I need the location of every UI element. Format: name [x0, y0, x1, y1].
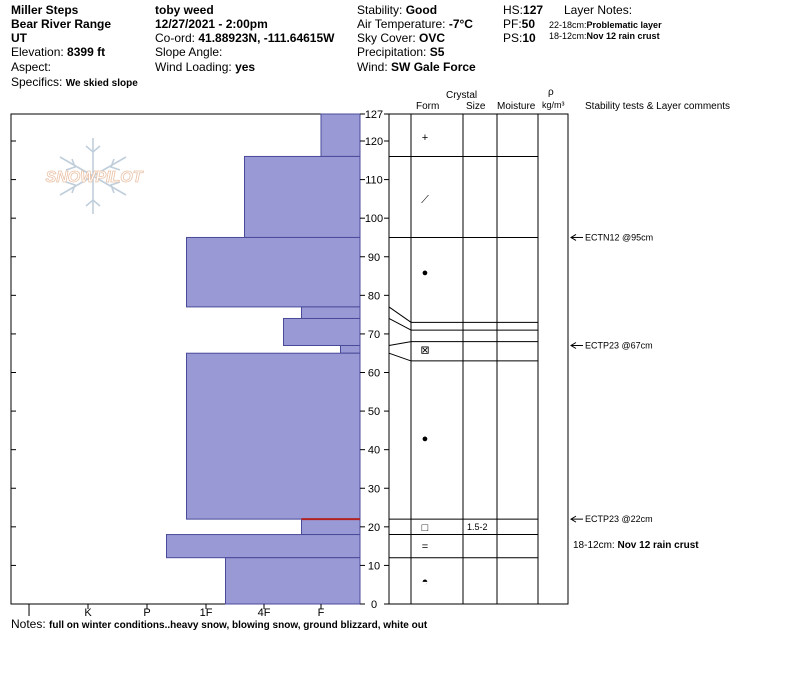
boundary-connector	[389, 318, 411, 330]
layer-notes-title: Layer Notes:	[564, 3, 633, 17]
pf-label: PF:	[503, 17, 522, 31]
layer-comment-text: Nov 12 rain crust	[617, 539, 699, 551]
height-tick-label: 120	[364, 136, 384, 149]
height-tick-label: 70	[367, 328, 381, 341]
layers-frame	[389, 114, 568, 604]
hardness-tick-label: 1F	[199, 607, 213, 619]
stability-test-label: ECTN12 @95cm	[585, 232, 654, 243]
column-moisture: Moisture	[497, 101, 536, 112]
arrow-head-icon	[571, 516, 576, 522]
grain-form-symbol: ●	[421, 433, 429, 446]
sky-cover	[357, 31, 445, 45]
grain-form-symbol: +	[421, 132, 429, 145]
height-tick-label: 50	[367, 406, 381, 419]
layer-note-1-text: Problematic layer	[586, 20, 662, 30]
hardness-bars	[167, 114, 361, 604]
grain-form-symbol: ⊠	[420, 344, 430, 357]
hardness-bar	[226, 558, 361, 604]
notes-label: Notes:	[11, 617, 46, 631]
precipitation	[357, 45, 444, 59]
arrow-head-icon	[571, 234, 576, 240]
wind-value: SW Gale Force	[391, 60, 476, 74]
elevation-value: 8399 ft	[67, 45, 106, 59]
snowflake-icon	[60, 138, 126, 214]
height-tick-label: 10	[367, 560, 381, 573]
slope-angle-label: Slope Angle:	[155, 45, 223, 59]
grain-form-symbol: ●	[421, 267, 429, 280]
boundary-connector	[389, 353, 411, 361]
layer-note-1-range: 22-18cm:	[549, 20, 587, 30]
height-tick-label: 110	[365, 174, 383, 187]
coordinates-label: Co-ord:	[155, 31, 196, 45]
height-tick-label: 40	[367, 444, 381, 457]
column-stability: Stability tests & Layer comments	[585, 101, 731, 112]
ps-value: 10	[522, 31, 536, 45]
pf-value: 50	[521, 17, 536, 31]
wind-loading-value: yes	[235, 60, 256, 74]
stability-test-label: ECTP23 @67cm	[585, 340, 653, 351]
layer-boundaries	[389, 114, 538, 604]
specifics-value: We skied slope	[65, 78, 138, 89]
layer-comment	[573, 540, 699, 551]
layer-note-2-range: 18-12cm:	[549, 31, 587, 41]
hardness-tick-label: 4F	[257, 607, 271, 619]
column-density-unit: kg/m³	[542, 100, 565, 110]
height-axis	[11, 109, 389, 611]
hardness-bar	[284, 318, 361, 345]
sky-cover-label: Sky Cover:	[357, 31, 416, 45]
coordinates	[155, 31, 334, 45]
location-name: Miller Steps	[11, 3, 79, 17]
wind-loading-label: Wind Loading:	[155, 60, 232, 74]
stability-label: Stability:	[357, 3, 403, 17]
grain-form-symbol: =	[421, 541, 429, 554]
wind	[357, 60, 476, 74]
specifics-label: Specifics:	[11, 75, 63, 89]
stability-tests	[571, 232, 653, 524]
stability-test-label: ECTP23 @22cm	[585, 514, 653, 525]
precipitation-value: S5	[429, 45, 445, 59]
height-tick-label: 60	[367, 367, 381, 380]
specifics	[11, 75, 138, 91]
height-tick-label: 30	[367, 483, 381, 496]
observation-datetime: 12/27/2021 - 2:00pm	[155, 17, 268, 31]
hs	[503, 3, 543, 17]
hardness-bar	[341, 345, 361, 353]
crystal-sizes	[467, 522, 488, 532]
hardness-bar	[167, 535, 361, 558]
hardness-tick-label: F	[317, 607, 325, 619]
precipitation-label: Precipitation:	[357, 45, 427, 59]
observer-name: toby weed	[155, 3, 214, 17]
hardness-tick-label: P	[143, 607, 151, 619]
column-rho: ρ	[548, 87, 554, 98]
coordinates-value: 41.88923N, -111.64615W	[198, 31, 335, 45]
height-tick-label: 20	[367, 521, 381, 534]
notes-text: full on winter conditions..heavy snow, blowing snow, ground blizzard, white out	[49, 620, 428, 631]
layer-comments	[573, 540, 699, 551]
height-tick-label: 100	[364, 213, 384, 226]
boundary-connector	[389, 307, 411, 322]
hardness-plot-frame	[11, 114, 360, 604]
layer-comment-range: 18-12cm:	[573, 539, 618, 551]
height-tick-label: 80	[367, 290, 381, 303]
state-name: UT	[11, 31, 27, 45]
height-tick-label: 127	[364, 109, 384, 121]
grain-form-symbol: □	[421, 521, 429, 534]
snowpilot-logo-text: SNOWPILOT	[45, 169, 143, 186]
hardness-tick-label: K	[84, 607, 92, 619]
grain-form-symbol: ⟋	[421, 193, 429, 206]
height-tick-label: 0	[370, 599, 378, 611]
pf	[503, 17, 535, 31]
hardness-bar	[187, 353, 361, 519]
column-size: Size	[466, 101, 486, 112]
arrow-head-icon	[571, 342, 576, 348]
ps	[503, 31, 536, 45]
air-temperature-value: -7°C	[448, 17, 473, 31]
hardness-bar	[302, 307, 361, 319]
stability	[357, 3, 437, 17]
grain-forms	[420, 132, 429, 588]
air-temperature-label: Air Temperature:	[357, 17, 446, 31]
air-temperature	[357, 17, 473, 31]
layer-note-2-text: Nov 12 rain crust	[586, 31, 660, 41]
crystal-size-value: 1.5-2	[467, 521, 488, 532]
range-name: Bear River Range	[11, 17, 112, 31]
wind-loading	[155, 60, 255, 74]
sky-cover-value: OVC	[419, 31, 446, 45]
height-tick-label: 90	[367, 251, 381, 264]
snowpilot-logo	[46, 138, 144, 214]
hardness-bar	[302, 519, 361, 534]
boundary-connector	[389, 342, 411, 346]
elevation-label: Elevation:	[11, 45, 64, 59]
hardness-bar	[187, 237, 361, 306]
ps-label: PS:	[503, 31, 523, 45]
hardness-tick-label: I	[27, 607, 31, 619]
column-form: Form	[416, 101, 440, 112]
notes	[11, 617, 427, 633]
aspect-label: Aspect:	[11, 60, 52, 74]
hs-label: HS:	[503, 3, 524, 17]
grain-form-symbol: ◓	[421, 575, 429, 588]
hardness-bar	[321, 114, 360, 156]
stability-value: Good	[405, 3, 438, 17]
layer-note-2	[549, 29, 660, 43]
elevation	[11, 45, 105, 59]
column-crystal: Crystal	[446, 90, 478, 101]
hs-value: 127	[523, 3, 544, 17]
hardness-bar	[245, 156, 361, 237]
wind-label: Wind:	[357, 60, 388, 74]
